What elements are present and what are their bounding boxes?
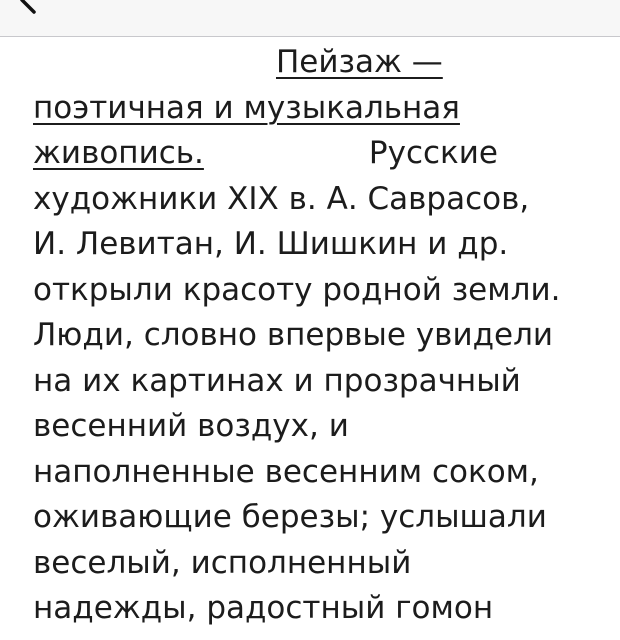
paragraph-line: И. Левитан, И. Шишкин и др. bbox=[33, 226, 509, 262]
top-navigation-bar bbox=[0, 0, 620, 37]
paragraph-start: Русские bbox=[368, 135, 498, 171]
paragraph-line: веселый, исполненный bbox=[33, 544, 412, 581]
heading-part-3: живопись. bbox=[33, 135, 204, 171]
heading-line-1 bbox=[33, 40, 613, 86]
paragraph-line: весенний воздух, и bbox=[33, 408, 349, 444]
paragraph-line: оживающие березы; услышали bbox=[33, 499, 547, 535]
paragraph-line: открыли красоту родной земли. bbox=[33, 271, 561, 308]
heading-part-2: поэтичная и музыкальная bbox=[33, 89, 460, 126]
heading-part-1: Пейзаж — bbox=[276, 44, 443, 80]
paragraph-line: на их картинах и прозрачный bbox=[33, 362, 521, 399]
chevron-left-icon[interactable] bbox=[14, 0, 42, 14]
heading-line-3 bbox=[33, 131, 613, 177]
heading-line-2 bbox=[33, 86, 613, 132]
paragraph-line: наполненные весенним соком, bbox=[33, 453, 539, 490]
article-text bbox=[33, 40, 613, 632]
paragraph-line: художники XIX в. А. Саврасов, bbox=[33, 180, 530, 217]
paragraph-line: Люди, словно впервые увидели bbox=[33, 317, 554, 353]
paragraph-line: надежды, радостный гомон bbox=[33, 590, 494, 626]
